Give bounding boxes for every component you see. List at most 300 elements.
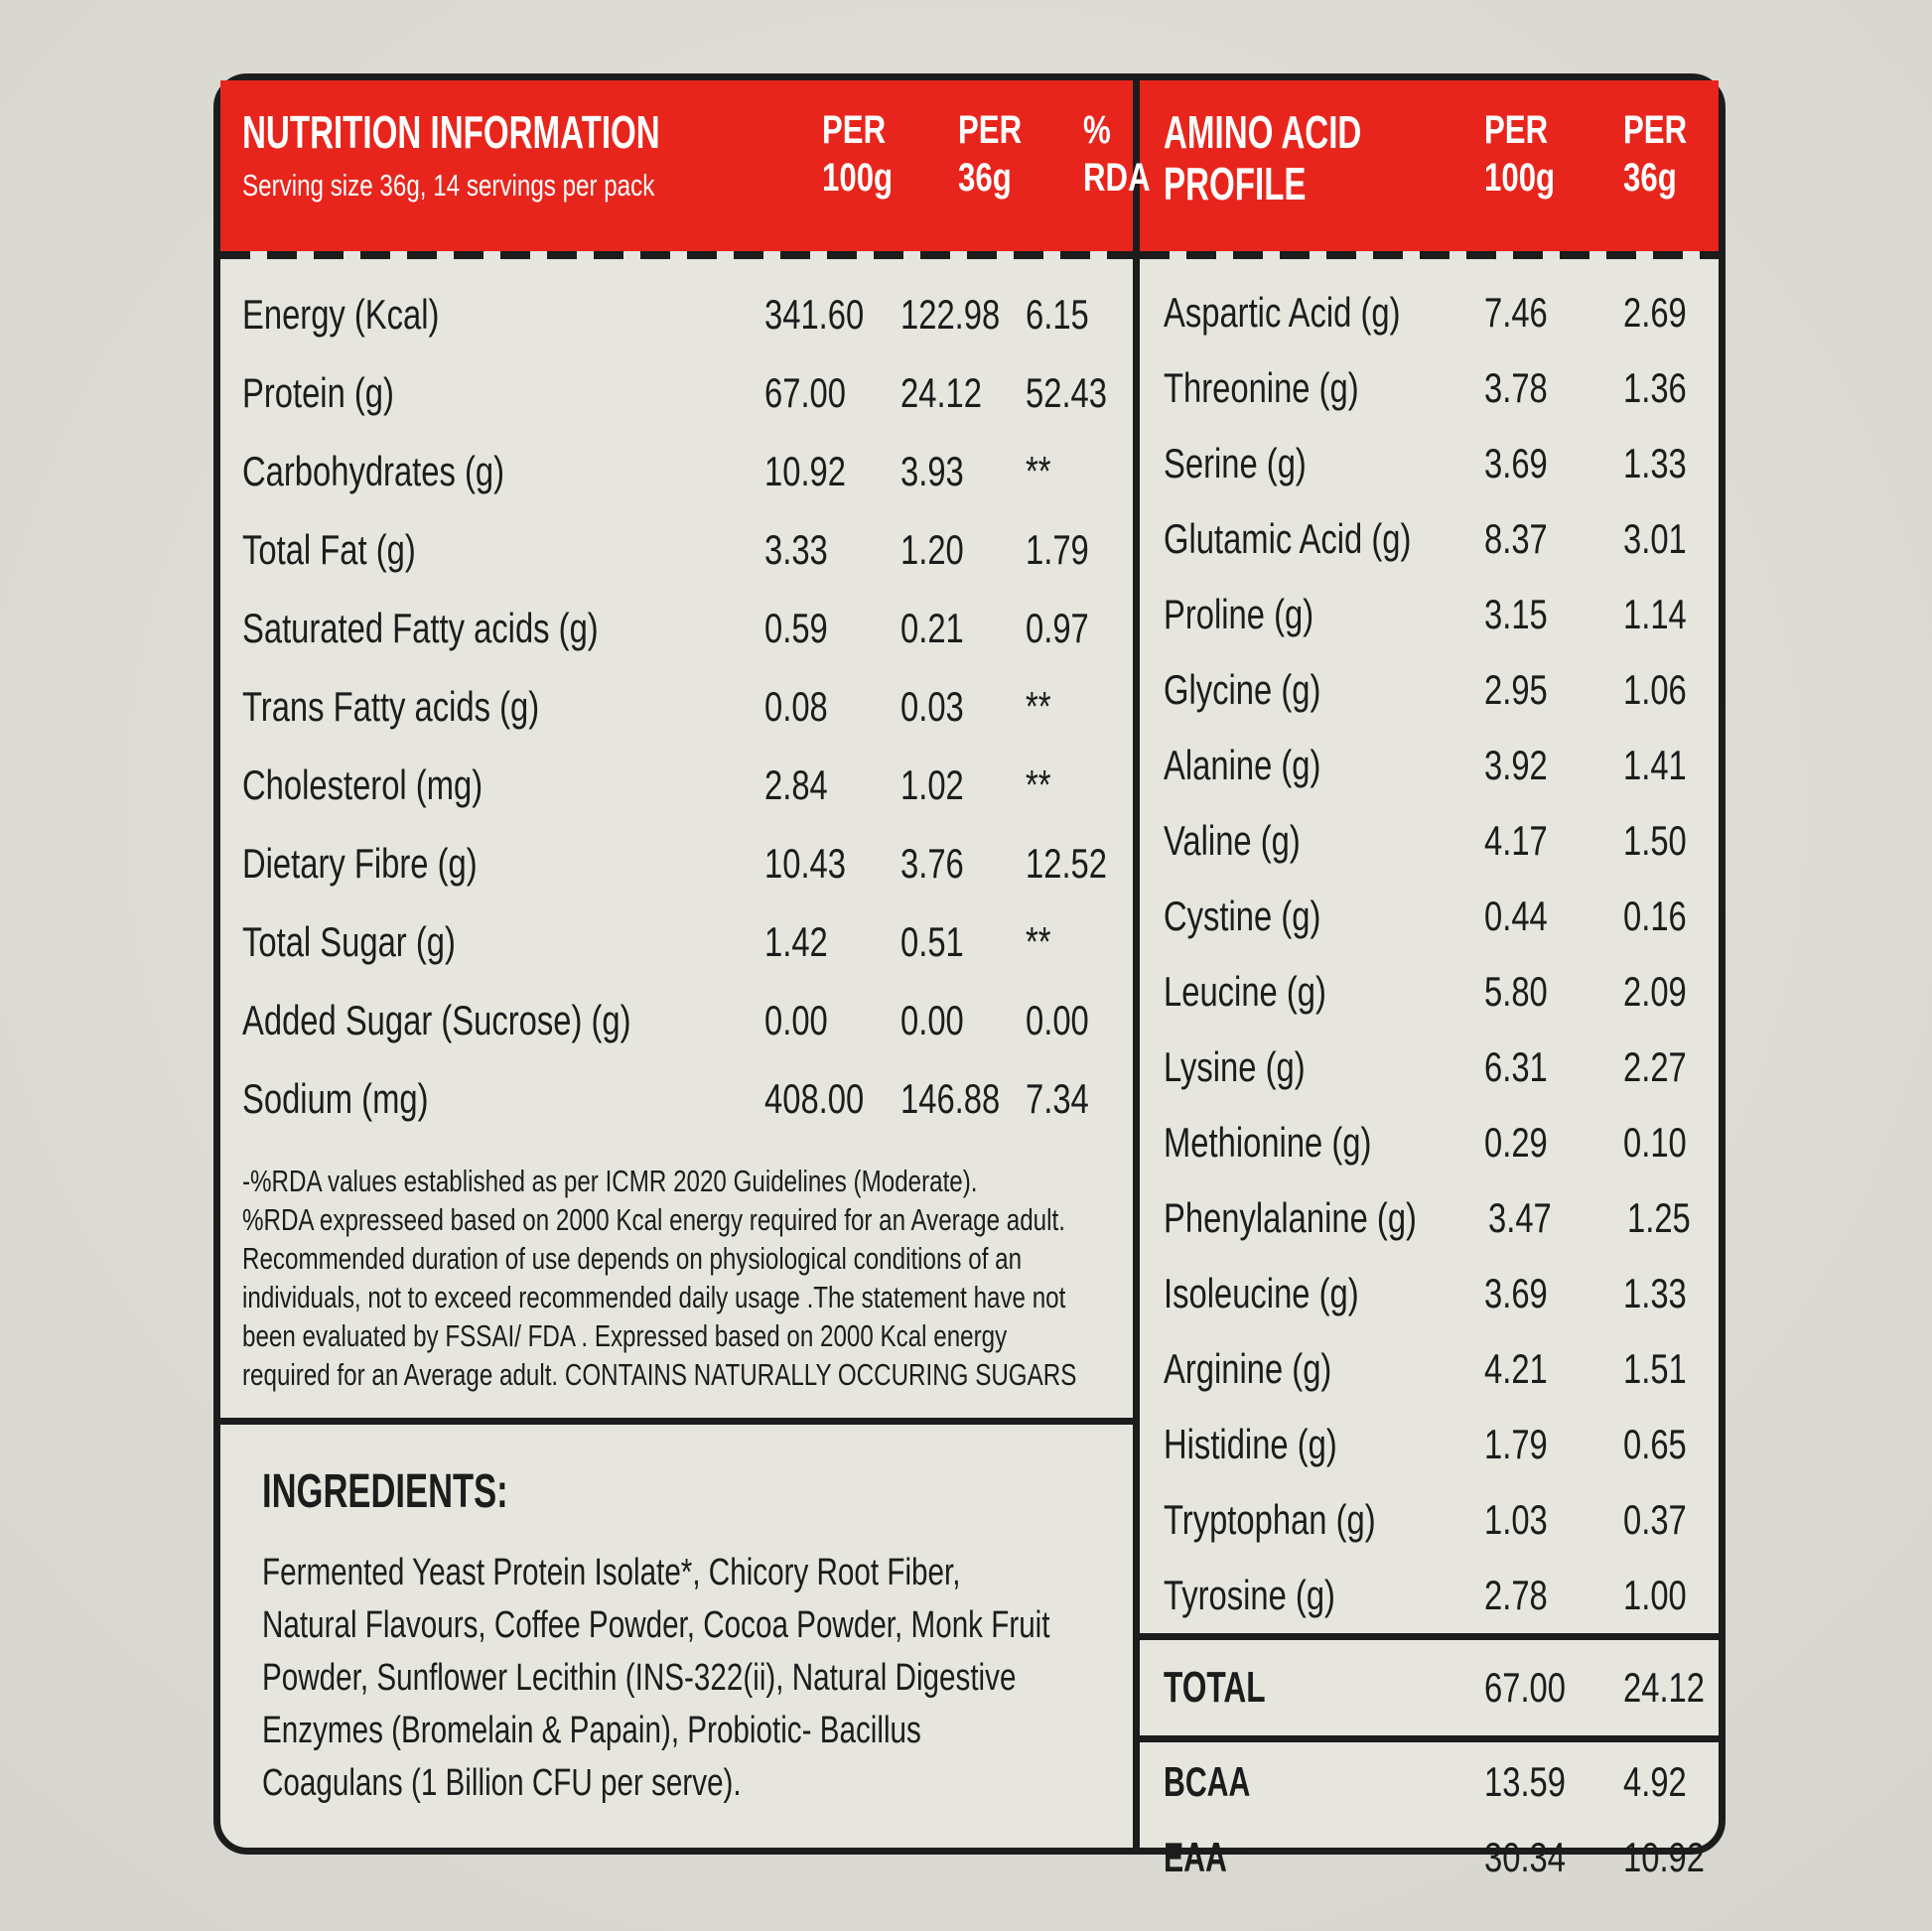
amino-table-row [1140,1105,1719,1180]
value-per-36g [900,683,1026,731]
value-per-100g [1484,591,1623,638]
text-line-text: Fermented Yeast Protein Isolate*, Chicory Root Fiber, [262,1552,961,1593]
nutrition-table-row [220,667,1133,746]
row-label-text: Lysine (g) [1164,1043,1306,1090]
amino-title-line2-text: PROFILE [1164,158,1307,209]
value-per-36g [1623,440,1719,487]
value-per-36g [1623,968,1719,1016]
text-line-text: Enzymes (Bromelain & Papain), Probiotic- Bacillus [262,1710,921,1751]
row-label-text: Cystine (g) [1164,893,1321,939]
amino-table-row [1140,1407,1719,1482]
value-per-36g [900,605,1026,652]
value-per-100g-text: 3.15 [1484,591,1548,637]
text-line-text: %RDA expresseed based on 2000 Kcal energy required for an Average adult. [242,1202,1065,1237]
amino-table-row [1140,1256,1719,1331]
nutrition-header-titles [242,106,822,206]
value-per-36g [1623,1758,1719,1806]
amino-table-row [1140,1030,1719,1105]
value-per-100g-text: 8.37 [1484,515,1548,562]
value-per-36g [900,997,1026,1044]
value-per-36g [1623,1834,1719,1881]
amino-col-header-per-36g-line2: 36g [1623,156,1677,200]
nutrition-title [242,106,822,158]
value-per-36g-text: 146.88 [900,1074,1001,1122]
value-per-36g-text: 1.00 [1623,1572,1687,1618]
row-label-text: Threonine (g) [1164,364,1359,411]
row-label [1164,1194,1488,1242]
col-header-per-36g [958,106,1083,202]
value-per-100g-text: 3.47 [1487,1194,1552,1241]
total-per-36g [1623,1664,1719,1712]
total-divider-bottom [1140,1735,1719,1742]
value-per-100g [1484,1572,1623,1619]
nutrition-panel [220,80,1151,1848]
value-per-36g-text: 1.50 [1623,817,1687,864]
value-per-100g [1484,666,1623,714]
amino-panel [1140,80,1719,1880]
total-divider-top [1140,1633,1719,1640]
amino-table-row [1140,1180,1719,1256]
row-label-text: Alanine (g) [1164,742,1321,788]
value-per-100g [764,448,900,495]
text-line-text: Powder, Sunflower Lecithin (INS-322(ii), Natural Digestive [262,1657,1017,1699]
value-per-36g-text: 0.37 [1623,1496,1687,1543]
value-rda [1026,291,1125,339]
value-per-36g [1623,1270,1719,1317]
amino-table-row [1140,803,1719,879]
value-per-36g-text: 0.65 [1623,1421,1687,1467]
value-per-100g [1488,1194,1627,1242]
value-per-100g-text: 67.00 [764,368,846,416]
value-per-36g-text: 1.25 [1626,1194,1691,1241]
text-line [262,1705,1103,1757]
value-per-100g [764,369,900,417]
text-line [242,1278,1105,1316]
row-label [242,918,764,966]
value-per-36g [1623,1043,1719,1091]
value-per-100g [764,605,900,652]
value-per-100g [764,997,900,1044]
value-per-36g-text: 1.36 [1623,364,1687,411]
value-per-100g-text: 3.92 [1484,742,1548,788]
value-per-100g-text: 3.69 [1484,1270,1548,1316]
value-per-36g-text: 1.14 [1623,591,1687,637]
amino-table-row [1140,275,1719,350]
value-per-36g-text: 24.12 [900,368,982,416]
text-line-text: Natural Flavours, Coffee Powder, Cocoa Powder, Monk Fruit [262,1604,1050,1646]
nutrition-table-row [220,432,1133,510]
nutrition-table-row [220,275,1133,353]
value-per-100g-text: 0.00 [764,996,828,1043]
value-per-100g-text: 2.84 [764,760,828,808]
value-per-100g [1484,1496,1623,1544]
value-rda [1026,448,1125,495]
total-per-100g-value: 67.00 [1484,1664,1566,1711]
row-label-text: Histidine (g) [1164,1421,1337,1467]
value-per-36g-text: 0.10 [1623,1119,1687,1166]
summary-row [1140,1744,1719,1820]
value-per-100g [1484,893,1623,940]
value-per-100g-text: 1.79 [1484,1421,1548,1467]
value-per-100g [1484,968,1623,1016]
value-rda-text: 0.97 [1026,604,1089,651]
value-per-36g-text: 4.92 [1623,1758,1687,1805]
value-per-36g [1623,742,1719,789]
value-per-100g-text: 0.08 [764,682,828,730]
text-line-text: required for an Average adult. CONTAINS NATURALLY OCCURING SUGARS [242,1357,1077,1392]
text-line [242,1162,1105,1200]
row-label-text: Glutamic Acid (g) [1164,515,1412,562]
nutrition-header [220,80,1151,251]
amino-table-row [1140,501,1719,577]
value-rda-text: ** [1026,682,1051,730]
value-per-36g-text: 10.92 [1623,1834,1705,1880]
value-rda [1026,369,1125,417]
value-per-100g [764,683,900,731]
value-per-36g [1623,893,1719,940]
value-per-100g-text: 5.80 [1484,968,1548,1015]
value-rda [1026,997,1125,1044]
value-per-100g [764,1075,900,1123]
nutrition-table-row [220,353,1133,432]
total-per-36g-value: 24.12 [1623,1664,1705,1711]
amino-table-row [1140,1482,1719,1558]
row-label [242,526,764,574]
ingredients-section [220,1425,1133,1848]
value-per-36g [900,291,1026,339]
value-per-36g-text: 3.01 [1623,515,1687,562]
value-per-100g-text: 0.29 [1484,1119,1548,1166]
value-rda-text: 7.34 [1026,1074,1089,1122]
amino-header [1140,80,1719,251]
value-per-36g-text: 1.06 [1623,666,1687,713]
ingredients-title [262,1464,1103,1519]
row-label [1164,1270,1484,1317]
value-per-100g-text: 0.44 [1484,893,1548,939]
nutrition-subtitle-text: Serving size 36g, 14 servings per pack [242,168,655,203]
total-row [1140,1640,1719,1735]
value-rda-text: 0.00 [1026,996,1089,1043]
value-rda [1026,1075,1125,1123]
value-per-36g-text: 0.21 [900,604,964,651]
value-per-36g [900,840,1026,888]
summary-row [1140,1820,1719,1895]
amino-table-row [1140,426,1719,501]
value-rda [1026,605,1125,652]
value-per-36g-text: 3.76 [900,839,964,887]
summary-label [1164,1758,1484,1806]
row-label [1164,968,1484,1016]
value-per-36g-text: 2.69 [1623,289,1687,336]
row-label [1164,1345,1484,1393]
value-per-36g-text: 1.41 [1623,742,1687,788]
amino-col-header-per-36g-line1: PER [1623,108,1688,152]
value-per-100g-text: 3.78 [1484,364,1548,411]
amino-table-row [1140,1331,1719,1407]
value-per-100g-text: 13.59 [1484,1758,1566,1805]
nutrition-label-box [213,73,1725,1880]
value-per-36g-text: 122.98 [900,290,1001,338]
amino-table [1140,259,1719,1633]
value-per-36g [1623,1421,1719,1468]
amino-col-header-per-100g-line2: 100g [1484,156,1556,200]
value-per-36g [1623,1572,1719,1619]
value-per-100g [1484,440,1623,487]
nutrition-table-row [220,1059,1133,1138]
value-per-100g-text: 3.69 [1484,440,1548,486]
value-per-100g-text: 0.59 [764,604,828,651]
amino-table-row [1140,728,1719,803]
col-header-per-100g-line2: 100g [822,156,894,200]
value-rda-text: 12.52 [1026,839,1107,887]
value-per-100g-text: 10.92 [764,447,846,494]
value-per-100g [1484,1119,1623,1167]
row-label-text: Serine (g) [1164,440,1307,486]
row-label [242,761,764,809]
value-per-36g-text: 2.27 [1623,1043,1687,1090]
value-rda [1026,840,1125,888]
text-line [242,1200,1105,1239]
value-per-36g-text: 1.33 [1623,440,1687,486]
value-per-100g-text: 1.03 [1484,1496,1548,1543]
col-header-rda-line1: % [1083,108,1112,152]
value-per-36g [1627,1194,1723,1242]
value-per-100g-text: 7.46 [1484,289,1548,336]
amino-col-header-per-100g [1484,106,1623,202]
value-per-100g [1484,515,1623,563]
value-per-100g [1484,1043,1623,1091]
value-per-100g-text: 2.95 [1484,666,1548,713]
row-label [1164,515,1484,563]
value-per-36g [1623,591,1719,638]
value-per-36g-text: 0.51 [900,917,964,965]
row-label-text: Sodium (mg) [242,1074,429,1122]
value-per-100g [1484,364,1623,412]
value-per-36g [1623,817,1719,865]
amino-header-titles [1164,106,1484,209]
value-per-36g [900,448,1026,495]
text-line [262,1652,1103,1705]
summary-label [1164,1834,1484,1881]
row-label-text: Methionine (g) [1164,1119,1372,1166]
row-label-text: Isoleucine (g) [1164,1270,1359,1316]
text-line [242,1316,1105,1355]
text-line-text: Coagulans (1 Billion CFU per serve). [262,1762,742,1804]
value-rda-text: ** [1026,917,1051,965]
value-per-36g [1623,1496,1719,1544]
row-label [1164,1043,1484,1091]
value-rda-text: 1.79 [1026,525,1089,573]
value-per-100g [764,526,900,574]
value-per-100g-text: 30.34 [1484,1834,1566,1880]
text-line [262,1599,1103,1652]
row-label [242,448,764,495]
row-label-text: Protein (g) [242,368,394,416]
amino-table-row [1140,879,1719,954]
value-rda [1026,918,1125,966]
value-per-36g-text: 3.93 [900,447,964,494]
value-per-36g [1623,666,1719,714]
total-per-100g [1484,1664,1623,1712]
row-label-text: Aspartic Acid (g) [1164,289,1401,336]
amino-table-row [1140,954,1719,1030]
text-line-text: individuals, not to exceed recommended daily usage .The statement have not [242,1280,1066,1314]
row-label [242,369,764,417]
value-per-100g-text: 6.31 [1484,1043,1548,1090]
value-rda [1026,526,1125,574]
row-label [1164,591,1484,638]
row-label-text: Total Fat (g) [242,525,416,573]
summary-label-text: EAA [1164,1834,1227,1880]
value-per-100g-text: 10.43 [764,839,846,887]
nutrition-subtitle [242,166,822,206]
value-per-36g [900,526,1026,574]
value-per-100g [1484,289,1623,337]
value-per-36g-text: 1.02 [900,760,964,808]
row-label-text: Added Sugar (Sucrose) (g) [242,996,631,1043]
value-per-100g [1484,1834,1623,1881]
value-per-100g-text: 2.78 [1484,1572,1548,1618]
row-label [1164,440,1484,487]
value-per-36g [900,1075,1026,1123]
ingredients-text [262,1547,1103,1810]
row-label-text: Glycine (g) [1164,666,1321,713]
col-header-per-100g [822,106,958,202]
row-label [1164,1496,1484,1544]
dashed-separator [220,251,1133,259]
value-per-36g [1623,1345,1719,1393]
nutrition-table [220,259,1133,1138]
text-line [262,1547,1103,1599]
row-label [242,1075,764,1123]
value-per-36g [900,918,1026,966]
row-label [1164,666,1484,714]
col-header-per-36g-line2: 36g [958,156,1013,200]
row-label [1164,289,1484,337]
value-per-100g [1484,1421,1623,1468]
row-label [242,683,764,731]
row-label-text: Tyrosine (g) [1164,1572,1335,1618]
rda-footnote [242,1162,1105,1394]
value-per-36g-text: 2.09 [1623,968,1687,1015]
row-label-text: Valine (g) [1164,817,1301,864]
row-label-text: Cholesterol (mg) [242,760,483,808]
amino-table-row [1140,577,1719,652]
nutrition-table-row [220,824,1133,902]
value-per-100g [764,761,900,809]
value-per-100g-text: 4.21 [1484,1345,1548,1392]
text-line-text: been evaluated by FSSAI/ FDA . Expressed based on 2000 Kcal energy [242,1318,1008,1353]
row-label-text: Proline (g) [1164,591,1314,637]
ingredients-divider [220,1418,1133,1425]
amino-title-line1 [1164,106,1484,158]
row-label [1164,1421,1484,1468]
value-per-100g [1484,1270,1623,1317]
value-per-100g-text: 341.60 [764,290,865,338]
dashed-separator [1140,251,1719,259]
value-per-36g-text: 1.33 [1623,1270,1687,1316]
value-per-100g [1484,1758,1623,1806]
row-label [242,997,764,1044]
row-label-text: Dietary Fibre (g) [242,839,478,887]
amino-col-header-per-100g-line1: PER [1484,108,1549,152]
value-per-100g-text: 3.33 [764,525,828,573]
nutrition-table-row [220,746,1133,824]
nutrition-table-row [220,589,1133,667]
row-label-text: Carbohydrates (g) [242,447,505,494]
value-per-100g-text: 4.17 [1484,817,1548,864]
value-per-100g-text: 408.00 [764,1074,865,1122]
value-rda-text: 6.15 [1026,290,1089,338]
value-per-36g [1623,364,1719,412]
value-rda [1026,683,1125,731]
row-label-text: Arginine (g) [1164,1345,1332,1392]
ingredients-title-text: INGREDIENTS: [262,1465,508,1518]
amino-title-line2 [1164,158,1484,209]
value-per-100g [764,840,900,888]
row-label [242,840,764,888]
text-line [242,1239,1105,1278]
value-per-100g [1484,742,1623,789]
value-rda [1026,761,1125,809]
value-per-36g-text: 0.16 [1623,893,1687,939]
row-label-text: Tryptophan (g) [1164,1496,1376,1543]
value-per-100g [1484,1345,1623,1393]
text-line [242,1355,1105,1394]
row-label-text: Saturated Fatty acids (g) [242,604,599,651]
summary-label-text: BCAA [1164,1758,1251,1805]
value-per-100g-text: 1.42 [764,917,828,965]
total-label-text: TOTAL [1164,1663,1266,1712]
nutrition-table-row [220,510,1133,589]
row-label-text: Phenylalanine (g) [1164,1194,1417,1241]
amino-title-line1-text: AMINO ACID [1164,106,1362,158]
value-rda-text: 52.43 [1026,368,1107,416]
value-per-100g [764,918,900,966]
text-line-text: Recommended duration of use depends on physiological conditions of an [242,1241,1023,1276]
value-per-36g-text: 0.03 [900,682,964,730]
value-per-36g [1623,1119,1719,1167]
value-per-36g [1623,289,1719,337]
row-label [1164,817,1484,865]
amino-table-row [1140,1558,1719,1633]
col-header-per-36g-line1: PER [958,108,1023,152]
value-per-36g [900,761,1026,809]
row-label-text: Energy (Kcal) [242,290,440,338]
nutrition-title-text: NUTRITION INFORMATION [242,106,660,158]
row-label-text: Total Sugar (g) [242,917,456,965]
col-header-per-100g-line1: PER [822,108,887,152]
value-rda-text: ** [1026,760,1051,808]
value-per-36g-text: 1.51 [1623,1345,1687,1392]
row-label [1164,1572,1484,1619]
amino-table-row [1140,652,1719,728]
text-line [262,1757,1103,1810]
value-per-36g-text: 0.00 [900,996,964,1043]
bcaa-eaa-section [1140,1742,1719,1895]
nutrition-table-row [220,902,1133,981]
total-label [1164,1663,1484,1713]
col-header-rda-line2: RDA [1083,156,1151,200]
row-label [1164,1119,1484,1167]
row-label [242,605,764,652]
value-per-100g [764,291,900,339]
row-label-text: Leucine (g) [1164,968,1326,1015]
nutrition-table-row [220,981,1133,1059]
row-label-text: Trans Fatty acids (g) [242,682,540,730]
row-label [1164,364,1484,412]
text-line-text: -%RDA values established as per ICMR 2020 Guidelines (Moderate). [242,1164,978,1198]
